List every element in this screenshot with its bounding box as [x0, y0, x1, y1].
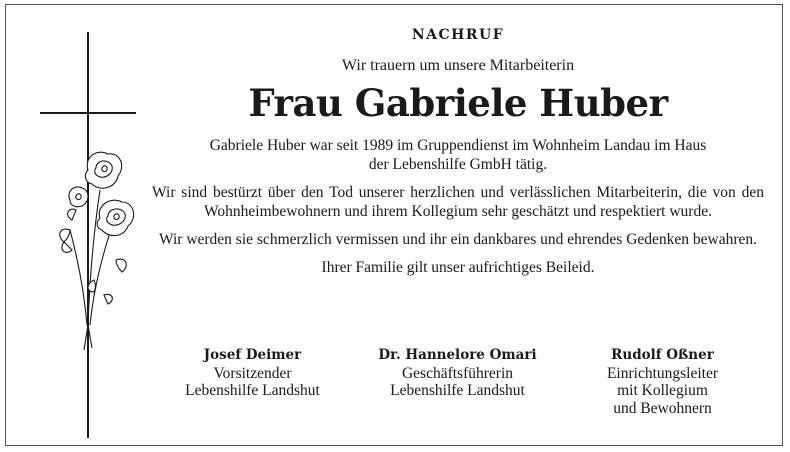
- signatory-organization: Lebenshilfe Landshut: [185, 382, 320, 399]
- notice-intro: Wir trauern um unsere Mitarbeiterin: [341, 57, 575, 74]
- signatory-title: Vorsitzender: [213, 364, 292, 382]
- signatory-name: Dr. Hannelore Omari: [378, 347, 537, 363]
- roses-icon: [60, 152, 134, 352]
- paragraph-condolence: Ihrer Familie gilt unser aufrichtiges Beileid.: [321, 259, 595, 276]
- signatures: [150, 347, 765, 417]
- deceased-name: Frau Gabriele Huber: [248, 81, 668, 125]
- notice-heading: NACHRUF: [411, 27, 505, 43]
- signatory-title: Einrichtungsleiter: [606, 364, 719, 382]
- signatory-group: mit Kollegium: [617, 382, 708, 399]
- paragraph-remembrance: Wir werden sie schmerzlich vermissen und ihr ein dankbares und ehrendes Gedenken bewahren.: [158, 231, 758, 248]
- notice-content: [148, 24, 768, 286]
- signature-block: [560, 347, 765, 417]
- signatory-group: und Bewohnern: [613, 399, 712, 417]
- paragraph-tribute: Wir sind bestürzt über den Tod unserer herzlichen und verlässlichen Mitarbeiterin, die von den Wohnheimbewohnern und ihrem Kollegium sehr geschätzt und respektiert wurde.: [152, 184, 764, 220]
- signatory-name: Josef Deimer: [203, 347, 302, 363]
- signatory-organization: Lebenshilfe Landshut: [390, 382, 525, 399]
- cross-icon: [40, 32, 136, 438]
- signature-block: [355, 347, 560, 417]
- cross-with-roses: [30, 30, 150, 440]
- paragraph-employment: Gabriele Huber war seit 1989 im Gruppendienst im Wohnheim Landau im Haus der Lebenshilfe GmbH tätig.: [209, 137, 707, 173]
- signatory-title: Geschäftsführerin: [401, 364, 514, 382]
- signature-block: [150, 347, 355, 417]
- signatory-name: Rudolf Oßner: [611, 347, 714, 363]
